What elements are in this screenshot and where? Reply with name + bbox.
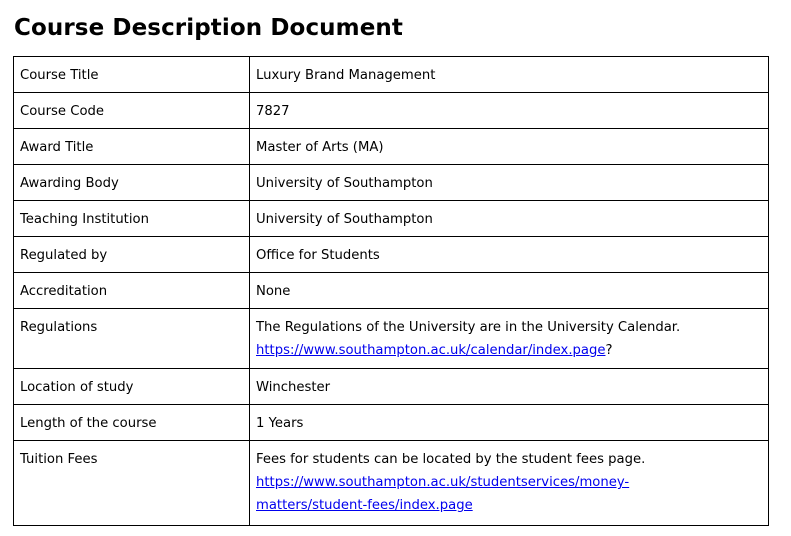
table-row-accreditation (14, 273, 769, 309)
row-value: University of Southampton (250, 201, 769, 237)
row-value: Office for Students (250, 237, 769, 273)
row-label: Regulations (14, 309, 250, 369)
row-label: Tuition Fees (14, 441, 250, 526)
row-label: Regulated by (14, 237, 250, 273)
table-row-award-title (14, 129, 769, 165)
page-title: Course Description Document (14, 15, 403, 41)
table-row-course-code (14, 93, 769, 129)
row-label: Award Title (14, 129, 250, 165)
row-value: Master of Arts (MA) (250, 129, 769, 165)
student-fees-link-line1[interactable]: https://www.southampton.ac.uk/studentservices/money- (256, 475, 630, 490)
row-label: Teaching Institution (14, 201, 250, 237)
tuition-fees-text: Fees for students can be located by the student fees page. (256, 452, 646, 467)
table-row-course-title (14, 57, 769, 93)
student-fees-link-line2[interactable]: matters/student-fees/index.page (256, 498, 473, 513)
table-row-regulations (14, 309, 769, 369)
row-label: Awarding Body (14, 165, 250, 201)
table-row-awarding-body (14, 165, 769, 201)
row-value: University of Southampton (250, 165, 769, 201)
row-value: None (250, 273, 769, 309)
row-value: 1 Years (250, 405, 769, 441)
row-value: Luxury Brand Management (250, 57, 769, 93)
row-label: Accreditation (14, 273, 250, 309)
row-value: Winchester (250, 369, 769, 405)
row-value: 7827 (250, 93, 769, 129)
row-value (250, 309, 769, 369)
row-label: Course Title (14, 57, 250, 93)
table-row-length-of-course (14, 405, 769, 441)
table-row-regulated-by (14, 237, 769, 273)
table-row-tuition-fees (14, 441, 769, 526)
course-info-table (13, 56, 769, 526)
row-label: Location of study (14, 369, 250, 405)
row-label: Length of the course (14, 405, 250, 441)
regulations-suffix: ? (605, 343, 613, 358)
table-row-teaching-institution (14, 201, 769, 237)
regulations-text: The Regulations of the University are in the University Calendar. (256, 320, 681, 335)
row-value (250, 441, 769, 526)
table-row-location-of-study (14, 369, 769, 405)
calendar-link[interactable]: https://www.southampton.ac.uk/calendar/index.page (256, 343, 606, 358)
row-label: Course Code (14, 93, 250, 129)
